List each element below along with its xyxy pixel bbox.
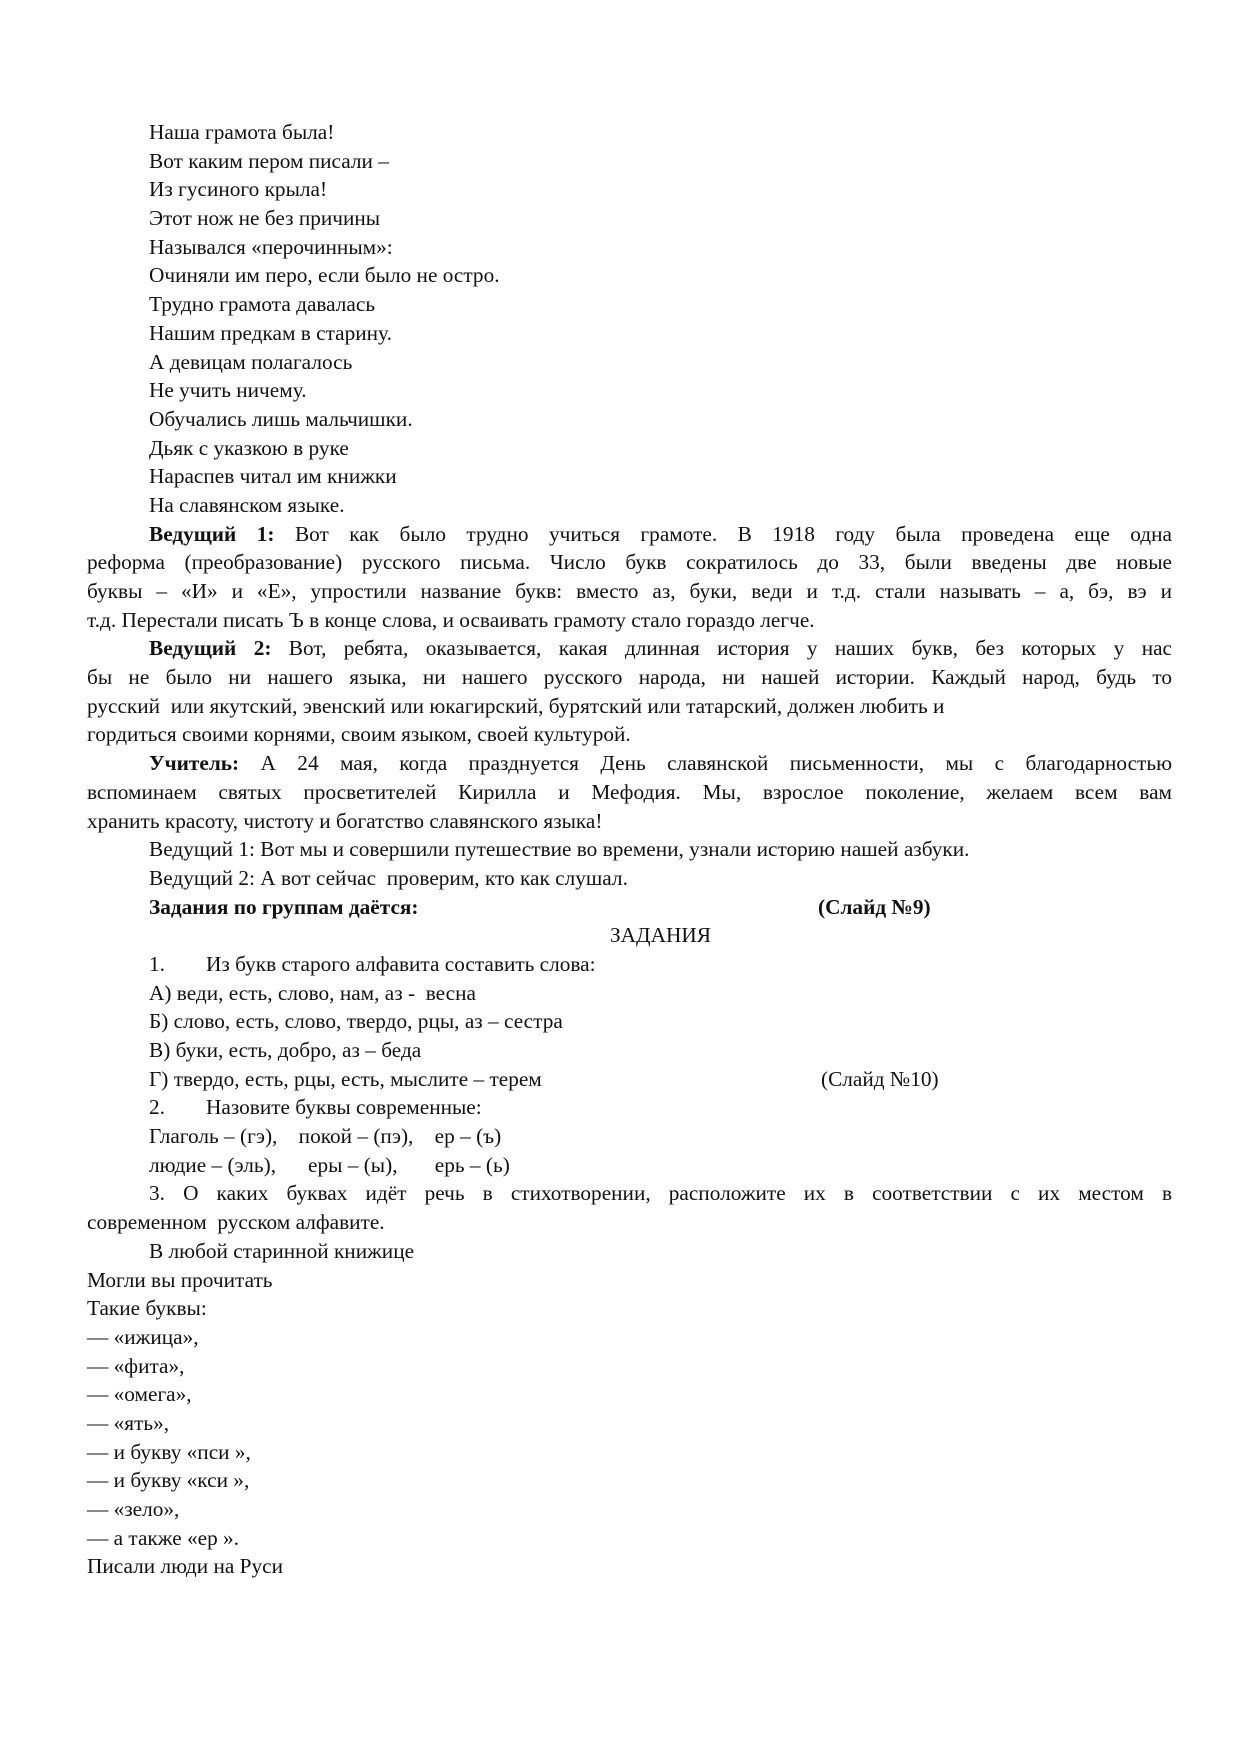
poem-line: Нашим предкам в старину. xyxy=(149,320,392,345)
poem-line: Дьяк с указкою в руке xyxy=(149,435,349,460)
paragraph-line: буквы – «И» и «Е», упростили название букв: вместо аз, буки, веди и т.д. стали называть – а, бэ, вэ и xyxy=(87,579,1172,603)
poem-line: — и букву «пси », xyxy=(87,1439,251,1464)
poem-line: — и букву «кси », xyxy=(87,1468,250,1493)
task-3 xyxy=(87,1179,1172,1236)
task-number: 1. xyxy=(149,951,165,976)
paragraph-line xyxy=(87,520,1172,549)
poem-line: Нараспев читал им книжки xyxy=(149,464,397,489)
task-heading xyxy=(87,1093,1172,1122)
slide-10-label: (Слайд №10) xyxy=(821,1066,939,1091)
paragraph-line xyxy=(87,634,1172,663)
speaker-label: Ведущий 2: xyxy=(149,636,272,661)
poem-line: В любой старинной книжице xyxy=(149,1238,415,1263)
poem-line: — а также «ер ». xyxy=(87,1525,240,1550)
document-page xyxy=(87,118,1172,1581)
poem-line: — «фита», xyxy=(87,1353,185,1378)
poem-line: Очиняли им перо, если было не остро. xyxy=(149,263,500,288)
poem-line: Обучались лишь мальчишки. xyxy=(149,406,413,431)
paragraph-line: вспоминаем святых просветителей Кирилла и Мефодия. Мы, взрослое поколение, желаем всем вам xyxy=(87,779,1172,804)
text: Вот, ребята, оказывается, какая длинная история у наших букв, без которых у нас xyxy=(271,636,1172,661)
poem-opening xyxy=(87,118,1172,520)
task-row: людие – (эль), еры – (ы), ерь – (ь) xyxy=(149,1152,510,1177)
poem-letters xyxy=(87,1237,1172,1581)
slide-9-label: (Слайд №9) xyxy=(818,894,931,919)
task-heading xyxy=(87,950,1172,979)
paragraph-line: бы не было ни нашего языка, ни нашего русского народа, ни нашей истории. Каждый народ, будь то xyxy=(87,665,1172,690)
poem-line: Такие буквы: xyxy=(87,1296,207,1321)
text: Вот как было трудно учиться грамоте. В 1918 году была проведена еще одна xyxy=(274,521,1172,546)
task-number: 2. xyxy=(149,1095,165,1120)
poem-line: — «зело», xyxy=(87,1497,180,1521)
poem-line: — «ять», xyxy=(87,1410,170,1435)
poem-line: Наша грамота была! xyxy=(149,120,335,144)
task-text: Из букв старого алфавита составить слова: xyxy=(206,951,596,976)
poem-line: Не учить ничему. xyxy=(149,378,307,403)
tasks-intro: Задания по группам даётся: xyxy=(149,894,419,919)
text: А 24 мая, когда празднуется День славянской письменности, мы с благодарностью xyxy=(239,751,1172,776)
speaker-label: Учитель: xyxy=(149,751,240,776)
paragraph-line xyxy=(87,749,1172,778)
task-text: современном русском алфавите. xyxy=(87,1210,385,1235)
task-item: Б) слово, есть, слово, твердо, рцы, аз – сестра xyxy=(149,1009,563,1034)
poem-line: Вот каким пером писали – xyxy=(149,148,389,173)
poem-line: Писали люди на Руси xyxy=(87,1554,284,1579)
task-item: Г) твердо, есть, рцы, есть, мыслите – терем xyxy=(149,1066,542,1091)
poem-line: Трудно грамота давалась xyxy=(149,292,376,317)
poem-line: А девицам полагалось xyxy=(149,349,353,374)
paragraph-line: хранить красоту, чистоту и богатство славянского языка! xyxy=(87,808,603,833)
poem-line: Этот нож не без причины xyxy=(149,206,381,231)
poem-line: Могли вы прочитать xyxy=(87,1267,273,1292)
paragraph-line: т.д. Перестали писать Ъ в конце слова, и осваивать грамоту стало гораздо легче. xyxy=(87,607,815,632)
poem-line: Из гусиного крыла! xyxy=(149,177,328,202)
tasks-title: ЗАДАНИЯ xyxy=(610,923,711,948)
task-text: 3. О каких буквах идёт речь в стихотворении, расположите их в соответствии с их местом в xyxy=(149,1181,1172,1206)
task-2 xyxy=(87,1093,1172,1179)
task-item: В) буки, есть, добро, аз – беда xyxy=(149,1038,422,1062)
task-1 xyxy=(87,950,1172,1093)
tasks-intro-line xyxy=(87,893,1172,922)
poem-line: — «омега», xyxy=(87,1382,192,1407)
host2-line: Ведущий 2: А вот сейчас проверим, кто как слушал. xyxy=(149,865,628,890)
paragraph-line: реформа (преобразование) русского письма. Число букв сократилось до 33, были введены две новые xyxy=(87,550,1172,575)
poem-line: Назывался «перочинным»: xyxy=(149,234,393,259)
host1-paragraph xyxy=(87,520,1172,635)
task-item-line xyxy=(87,1065,1172,1094)
task-item: А) веди, есть, слово, нам, аз - весна xyxy=(149,980,476,1005)
poem-line: — «ижица», xyxy=(87,1324,199,1349)
task-row: Глаголь – (гэ), покой – (пэ), ер – (ъ) xyxy=(149,1124,502,1149)
host2-paragraph xyxy=(87,634,1172,749)
paragraph-line: русский или якутский, эвенский или юкагирский, бурятский или татарский, должен любить и xyxy=(87,693,945,718)
speaker-label: Ведущий 1: xyxy=(149,521,275,546)
task-text: Назовите буквы современные: xyxy=(206,1095,482,1120)
paragraph-line: гордиться своими корнями, своим языком, своей культурой. xyxy=(87,722,631,747)
host1-line: Ведущий 1: Вот мы и совершили путешествие во времени, узнали историю нашей азбуки. xyxy=(149,837,970,862)
poem-line: На славянском языке. xyxy=(149,492,345,517)
teacher-paragraph xyxy=(87,749,1172,835)
